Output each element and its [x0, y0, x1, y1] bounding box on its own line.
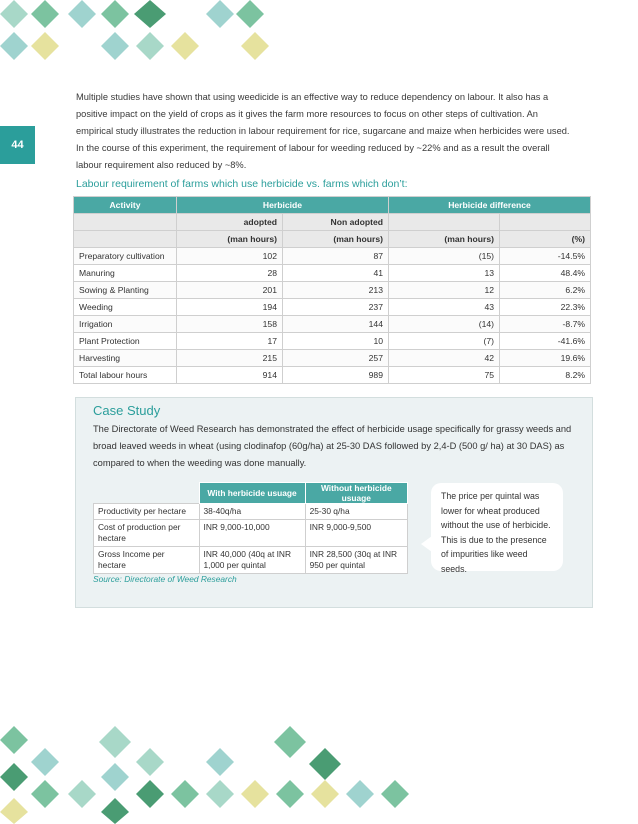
unit-non-adopted: (man hours) [283, 231, 389, 248]
table-row: Sowing & Planting 201 213 12 6.2% [74, 282, 591, 299]
table-row: Preparatory cultivation 102 87 (15) -14.5% [74, 248, 591, 265]
case-study-table [93, 482, 408, 574]
page-number: 44 [0, 126, 35, 164]
case-study-text: The Directorate of Weed Research has demonstrated the effect of herbicide usage specifically for grassy weeds and broad leaved weeds in wheat (using clodinafop (60g/ha) at 25-30 DAS followed by 2,4-D (500 g/ ha) at 30 DAS) as compared to when the weeding was done manually. [93, 424, 572, 468]
header-herbicide: Herbicide [177, 197, 389, 214]
header-activity: Activity [74, 197, 177, 214]
unit-percent: (%) [500, 231, 591, 248]
header-with-herbicide: With herbicide usuage [199, 483, 305, 504]
decorative-diamond-pattern-top [0, 0, 638, 68]
intro-paragraph: Multiple studies have shown that using weedicide is an effective way to reduce dependency on labour. It also has a positive impact on the yield of crops as it gives the farm more resources to focus on other steps of cultivation. An empirical study illustrates the reduction in labour requirement for rice, sugarcane and maize when herbicides were used. In the course of this experiment, the requirement of labour for weeding reduced by ~22% and as a result the overall labour requirement also reduced by ~8%. [76, 92, 570, 170]
subheader-non-adopted: Non adopted [283, 214, 389, 231]
labour-table-title: Labour requirement of farms which use herbicide vs. farms which don’t: [76, 178, 408, 190]
header-without-herbicide: Without herbicide usuage [305, 483, 407, 504]
table-row: Manuring 28 41 13 48.4% [74, 265, 591, 282]
table-row: Harvesting 215 257 42 19.6% [74, 350, 591, 367]
case-study-title: Case Study [93, 403, 161, 418]
unit-difference: (man hours) [389, 231, 500, 248]
table-row: Gross Income per hectare INR 40,000 (40q at INR 1,000 per quintal INR 28,500 (30q at INR 950 per quintal [94, 547, 408, 574]
table-row: Cost of production per hectare INR 9,000-10,000 INR 9,000-9,500 [94, 520, 408, 547]
header-herbicide-difference: Herbicide difference [389, 197, 591, 214]
case-study-box [75, 397, 593, 608]
unit-adopted: (man hours) [177, 231, 283, 248]
table-row: Irrigation 158 144 (14) -8.7% [74, 316, 591, 333]
table-row: Productivity per hectare 38-40q/ha 25-30 q/ha [94, 504, 408, 520]
table-row-total: Total labour hours 914 989 75 8.2% [74, 367, 591, 384]
callout-bubble: The price per quintal was lower for wheat produced without the use of herbicide. This is due to the presence of impurities like weed seeds. [431, 483, 563, 571]
table-row: Weeding 194 237 43 22.3% [74, 299, 591, 316]
subheader-adopted: adopted [177, 214, 283, 231]
table-row: Plant Protection 17 10 (7) -41.6% [74, 333, 591, 350]
source-note: Source: Directorate of Weed Research [93, 574, 237, 584]
decorative-diamond-pattern-bottom [0, 718, 638, 824]
labour-table [73, 196, 591, 384]
